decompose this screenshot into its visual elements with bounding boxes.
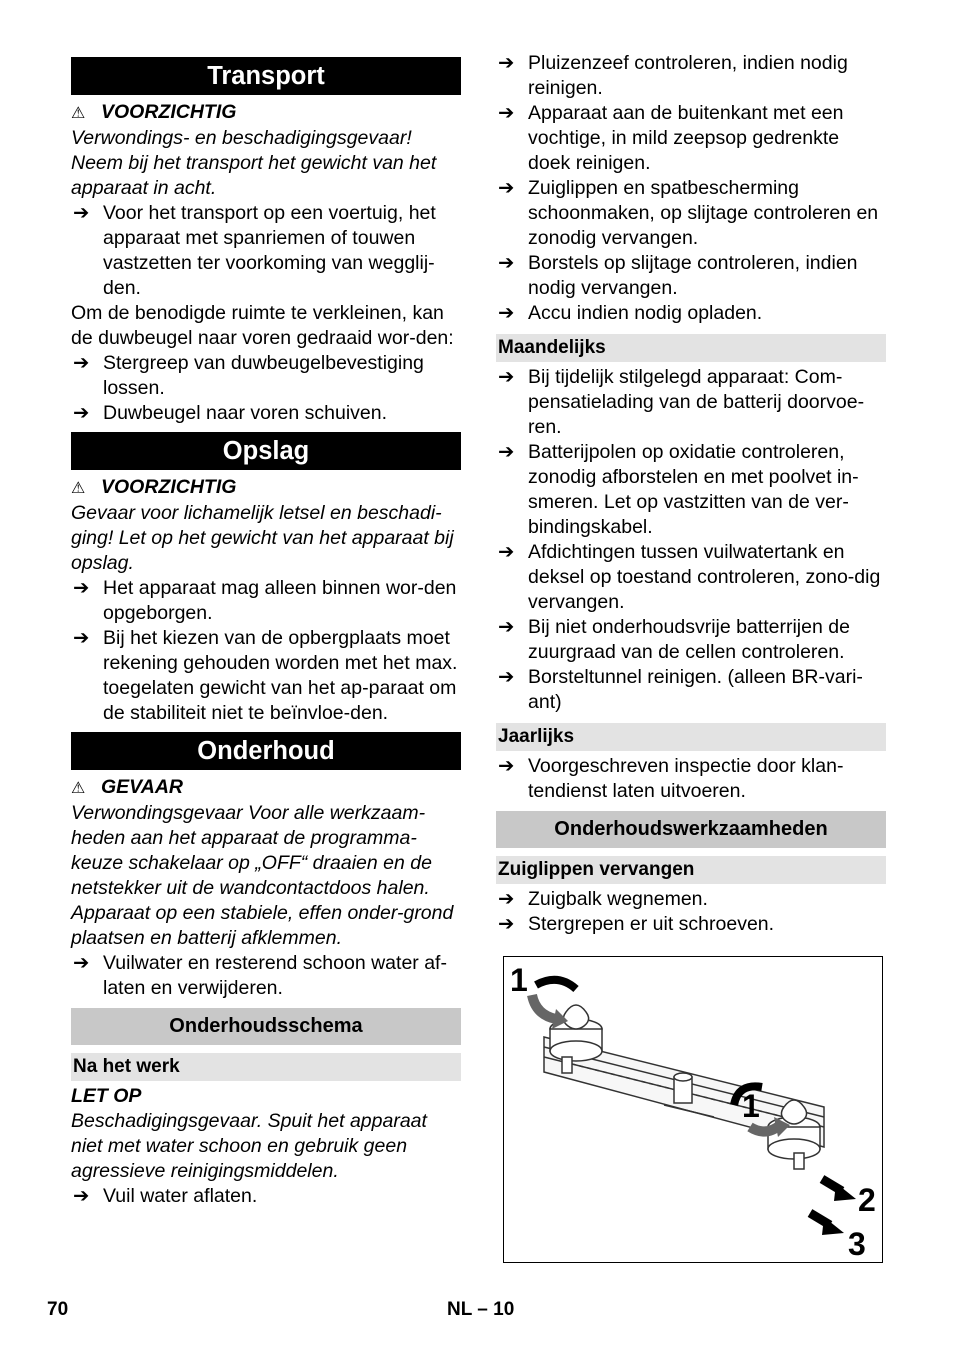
arrow-right-icon: ➔ bbox=[498, 616, 515, 638]
list-item: ➔ Bij tijdelijk stilgelegd apparaat: Com-pensatielading van de batterij doorvoe-ren. bbox=[498, 366, 865, 438]
arrow-right-icon: ➔ bbox=[498, 755, 515, 777]
arrow-right-icon: ➔ bbox=[498, 666, 515, 688]
list-item: ➔ Voorgeschreven inspectie door klan-tendienst laten uitvoeren. bbox=[498, 755, 844, 802]
warning-triangle-icon: ⚠ bbox=[71, 780, 86, 797]
left-column bbox=[71, 51, 461, 1209]
subsection-heading-onderhoudsschema: Onderhoudsschema bbox=[71, 1008, 461, 1045]
list-item: ➔ Batterijpolen op oxidatie controleren, zonodig afborstelen en met poolvet in-smeren. Let op vastzitten van de ver-bindingskabel. bbox=[498, 441, 859, 538]
arrow-right-icon: ➔ bbox=[498, 913, 515, 935]
list-item: ➔ Apparaat aan de buitenkant met een vochtige, in mild zeepsop gedrenkte doek reinigen. bbox=[498, 102, 844, 174]
squeegee-drawing bbox=[504, 957, 882, 1262]
footer-label: NL – 10 bbox=[447, 1299, 515, 1320]
danger-heading bbox=[71, 775, 461, 801]
warning-label: VOORZICHTIG bbox=[101, 476, 237, 498]
arrow-right-icon: ➔ bbox=[498, 541, 515, 563]
list-item: ➔ Bij het kiezen van de opbergplaats moet rekening gehouden worden met het max. toegelaten gewicht van het ap-paraat om de stabiliteit niet te beïnvloe-den. bbox=[73, 627, 458, 724]
arrow-right-icon: ➔ bbox=[498, 252, 515, 274]
arrow-right-icon: ➔ bbox=[73, 627, 90, 649]
list-item: ➔ Borstels op slijtage controleren, indien nodig vervangen. bbox=[498, 252, 858, 299]
list-item: ➔ Het apparaat mag alleen binnen wor-den opgeborgen. bbox=[73, 577, 457, 624]
rotate-arrow-icon bbox=[532, 995, 556, 1019]
section-heading-transport: Transport bbox=[71, 57, 461, 95]
list-item: ➔ Vuil water aflaten. bbox=[73, 1185, 258, 1207]
arrow-right-icon: ➔ bbox=[498, 302, 515, 324]
subheading-maandelijks: Maandelijks bbox=[496, 334, 886, 362]
list-item: ➔ Accu indien nodig opladen. bbox=[498, 302, 763, 324]
list-item: ➔ Afdichtingen tussen vuilwatertank en deksel op toestand controleren, zono-dig vervangen. bbox=[498, 541, 881, 613]
warning-triangle-icon: ⚠ bbox=[71, 105, 86, 122]
warning-text: Gevaar voor lichamelijk letsel en beschadi-ging! Let op het gewicht van het apparaat bij opslag. bbox=[71, 502, 454, 574]
subheading-na-het-werk: Na het werk bbox=[71, 1053, 461, 1081]
note-text: Beschadigingsgevaar. Spuit het apparaat niet met water schoon en gebruik geen agressieve reinigingsmiddelen. bbox=[71, 1110, 427, 1182]
note-label: LET OP bbox=[71, 1085, 142, 1107]
warning-triangle-icon: ⚠ bbox=[71, 480, 86, 497]
subsection-heading-onderhoudswerkzaamheden: Onderhoudswerkzaamheden bbox=[496, 811, 886, 848]
arrow-right-icon: ➔ bbox=[498, 52, 515, 74]
warning-heading bbox=[71, 100, 461, 126]
arrow-right-icon: ➔ bbox=[498, 177, 515, 199]
arrow-right-icon: ➔ bbox=[73, 952, 90, 974]
list-item: ➔ Bij niet onderhoudsvrije batterrijen de zuurgraad van de cellen controleren. bbox=[498, 616, 850, 663]
subheading-jaarlijks: Jaarlijks bbox=[496, 723, 886, 751]
warning-text: Verwondingsgevaar Voor alle werkzaam-heden aan het apparaat de programma-keuze schakelaar op „OFF“ draaien en de netstekker uit de wandcontactdoos halen. Apparaat op een stabiele, effen onder-grond plaatsen en batterij afklemmen. bbox=[71, 802, 454, 949]
arrow-right-icon: ➔ bbox=[498, 441, 515, 463]
list-item: ➔ Borsteltunnel reinigen. (alleen BR-vari-ant) bbox=[498, 666, 863, 713]
page-number: 70 bbox=[47, 1299, 69, 1320]
list-item: ➔ Zuiglippen en spatbescherming schoonmaken, op slijtage controleren en zonodig vervangen. bbox=[498, 177, 879, 249]
list-item: ➔ Pluizenzeef controleren, indien nodig reinigen. bbox=[498, 52, 848, 99]
arrow-right-icon: ➔ bbox=[498, 888, 515, 910]
step-number-1: 1 bbox=[510, 962, 528, 998]
arrow-right-icon: ➔ bbox=[73, 1185, 90, 1207]
list-item: ➔ Stergreep van duwbeugelbevestiging lossen. bbox=[73, 352, 424, 399]
subheading-zuiglippen-vervangen: Zuiglippen vervangen bbox=[496, 856, 886, 884]
warning-heading bbox=[71, 475, 461, 501]
list-item: ➔ Zuigbalk wegnemen. bbox=[498, 888, 708, 910]
list-item: ➔ Stergrepen er uit schroeven. bbox=[498, 913, 775, 935]
rotate-arrow-icon bbox=[536, 980, 576, 989]
section-heading-opslag: Opslag bbox=[71, 432, 461, 470]
arrow-right-icon: ➔ bbox=[73, 402, 90, 424]
arrow-right-icon: ➔ bbox=[498, 366, 515, 388]
arrow-right-icon: ➔ bbox=[498, 102, 515, 124]
warning-label: GEVAAR bbox=[101, 776, 183, 798]
list-item: ➔ Vuilwater en resterend schoon water af-laten en verwijderen. bbox=[73, 952, 447, 999]
step-number-2: 2 bbox=[858, 1182, 876, 1218]
list-item: ➔ Duwbeugel naar voren schuiven. bbox=[73, 402, 388, 424]
arrow-right-icon: ➔ bbox=[73, 352, 90, 374]
warning-label: VOORZICHTIG bbox=[101, 101, 237, 123]
right-column bbox=[496, 51, 886, 937]
list-item: ➔ Voor het transport op een voertuig, het apparaat met spanriemen of touwen vastzetten ter voorkoming van wegglij-den. bbox=[73, 202, 436, 299]
squeegee-illustration bbox=[503, 956, 883, 1263]
section-heading-onderhoud: Onderhoud bbox=[71, 732, 461, 770]
arrow-right-icon: ➔ bbox=[73, 202, 90, 224]
step-number-1b: 1 bbox=[742, 1088, 760, 1124]
paragraph: Om de benodigde ruimte te verkleinen, kan de duwbeugel naar voren gedraaid wor-den: bbox=[71, 302, 454, 349]
step-number-3: 3 bbox=[848, 1226, 866, 1262]
warning-text: Verwondings- en beschadigingsgevaar! Neem bij het transport het gewicht van het apparaat in acht. bbox=[71, 127, 437, 199]
arrow-right-icon: ➔ bbox=[73, 577, 90, 599]
